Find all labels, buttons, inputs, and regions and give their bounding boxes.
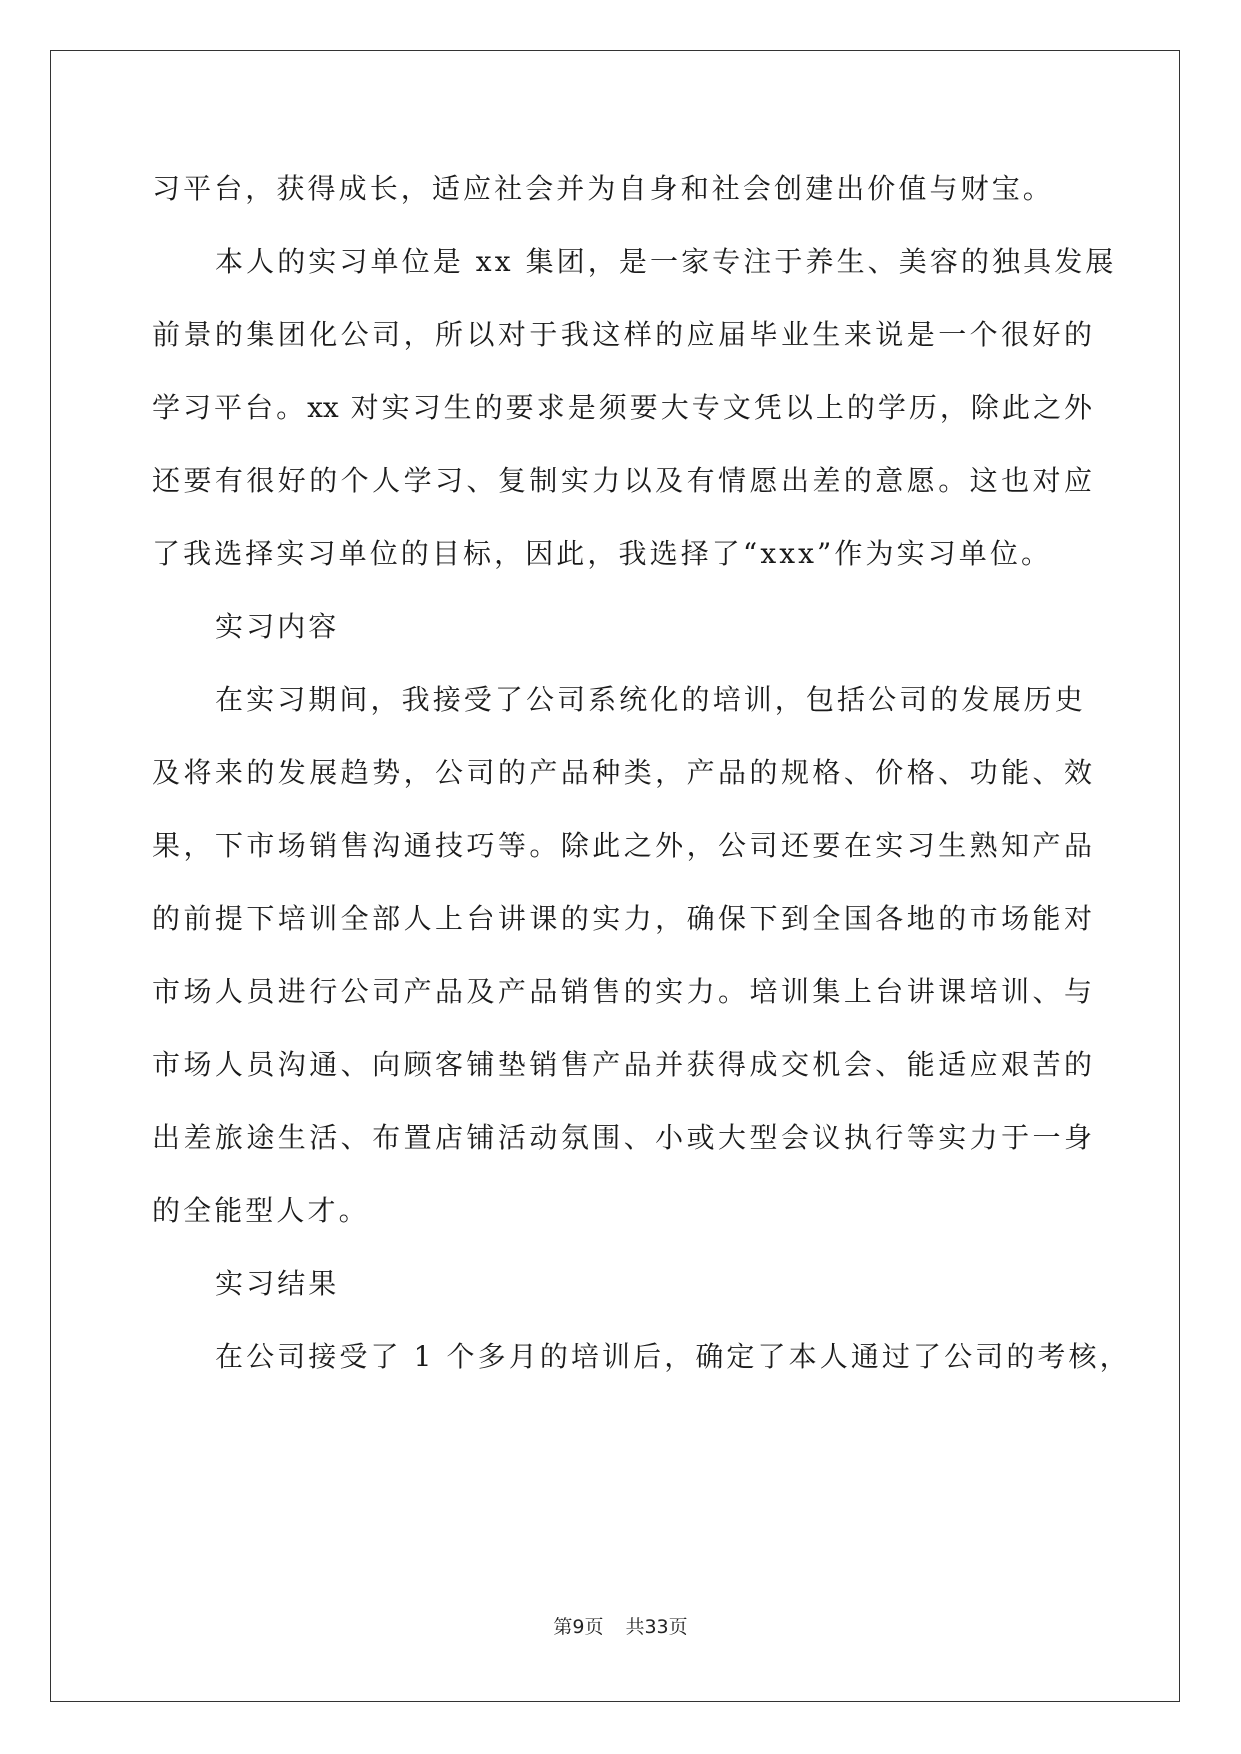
- paragraph-line: 前景的集团化公司，所以对于我这样的应届毕业生来说是一个很好的: [152, 318, 1092, 351]
- page-number: 9: [572, 1616, 585, 1638]
- paragraph-line: 的全能型人才。: [152, 1194, 370, 1227]
- section-heading: 实习结果: [215, 1267, 340, 1300]
- page-suffix: 页: [584, 1616, 604, 1638]
- paragraph-line: 学习平台。xx 对实习生的要求是须要大专文凭以上的学历，除此之外: [152, 391, 1092, 424]
- paragraph-line: 本人的实习单位是 xx 集团，是一家专注于养生、美容的独具发展: [215, 245, 1117, 278]
- paragraph-line: 市场人员进行公司产品及产品销售的实力。培训集上台讲课培训、与: [152, 975, 1092, 1008]
- paragraph-line: 在公司接受了 1 个多月的培训后，确定了本人通过了公司的考核，: [215, 1340, 1131, 1373]
- paragraph-line: 习平台，获得成长，适应社会并为自身和社会创建出价值与财宝。: [152, 172, 1054, 205]
- document-body: [152, 152, 1131, 1393]
- paragraph-line: 的前提下培训全部人上台讲课的实力，确保下到全国各地的市场能对: [152, 902, 1092, 935]
- paragraph-line: 出差旅途生活、布置店铺活动氛围、小或大型会议执行等实力于一身: [152, 1121, 1092, 1154]
- paragraph-line: 了我选择实习单位的目标，因此，我选择了“xxx”作为实习单位。: [152, 537, 1053, 570]
- section-heading: 实习内容: [215, 610, 340, 643]
- page-footer: [0, 1612, 1241, 1639]
- total-suffix: 页: [668, 1616, 688, 1638]
- paragraph-line: 在实习期间，我接受了公司系统化的培训，包括公司的发展历史: [215, 683, 1086, 716]
- paragraph-line: 市场人员沟通、向顾客铺垫销售产品并获得成交机会、能适应艰苦的: [152, 1048, 1092, 1081]
- page-prefix: 第: [553, 1616, 573, 1638]
- paragraph-line: 及将来的发展趋势，公司的产品种类，产品的规格、价格、功能、效: [152, 756, 1092, 789]
- total-pages: 33: [644, 1616, 669, 1638]
- paragraph-line: 果，下市场销售沟通技巧等。除此之外，公司还要在实习生熟知产品: [152, 829, 1092, 862]
- total-prefix: 共: [625, 1616, 645, 1638]
- paragraph-line: 还要有很好的个人学习、复制实力以及有情愿出差的意愿。这也对应: [152, 464, 1092, 497]
